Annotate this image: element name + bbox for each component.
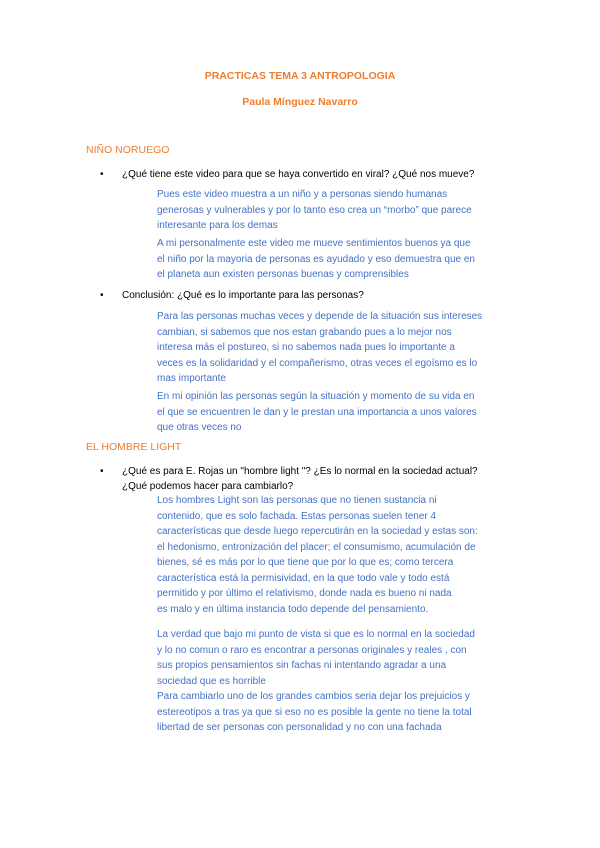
answer-paragraph: Para las personas muchas veces y depende de la situación sus intereses cambian, si sabemos que nos estan grabando pues a lo mejor nos interesa más el postureo, si no sabemos nada pues lo importante a veces es la solidaridad y el compañerismo, otras veces el egoísmo es lo mas importante: [157, 311, 483, 384]
bullet-icon: •: [100, 169, 104, 180]
answer-paragraph: Pues este video muestra a un niño y a personas siendo humanas generosas y vulnerables y por lo tanto eso crea un “morbo” que parece interesante para los demas: [157, 189, 472, 231]
answer-paragraph: A mi personalmente este video me mueve sentimientos buenos ya que el niño por la mayoria de personas es ayudado y eso demuestra que en el planeta aun existen personas buenas y comprensibles: [157, 238, 475, 280]
question-text-line-2: ¿Qué podemos hacer para cambiarlo?: [122, 481, 294, 492]
bullet-icon: •: [100, 466, 104, 477]
answer-paragraph: Los hombres Light son las personas que no tienen sustancia ni contenido, que es solo fachada. Estas personas suelen tener 4 características que desde luego repercutirán en la sociedad y estas son: el hedonismo, entronización del placer; el consumismo, acumulación de bienes, sé es más por lo que tiene que por lo que es; como tercera característica está la permisividad, en la que todo vale y todo está permitido y por último el relativismo, donde nada es bueno ni nada es malo y en última instancia todo depende del pensamiento.: [157, 495, 478, 615]
document-author: Paula Mínguez Navarro: [242, 96, 358, 108]
document-title: PRACTICAS TEMA 3 ANTROPOLOGIA: [204, 70, 396, 82]
section-heading-hombre-light: EL HOMBRE LIGHT: [86, 441, 182, 453]
answer-paragraph: En mi opinión las personas según la situación y momento de su vida en el que se encuentren le dan y le prestan una importancia a unos valores que otras veces no: [157, 391, 477, 433]
question-text-line-1: ¿Qué es para E. Rojas un "hombre light "? ¿Es lo normal en la sociedad actual?: [122, 466, 478, 477]
bullet-icon: •: [100, 290, 104, 301]
question-text: ¿Qué tiene este video para que se haya convertido en viral? ¿Qué nos mueve?: [122, 169, 475, 180]
answer-paragraph: La verdad que bajo mi punto de vista si que es lo normal en la sociedad y lo no comun o raro es encontrar a personas originales y reales , con sus propios pensamientos sin fachas ni intentando agradar a una sociedad que es horrible Para cambiarlo uno de los grandes cambios seria dejar los prejuicios y estereotipos a tras ya que si eso no es posible la gente no tiene la total libertad de ser personas con personalidad y no con una fachada: [157, 629, 475, 733]
section-heading-nino-noruego: NIÑO NORUEGO: [86, 144, 170, 156]
question-text: Conclusión: ¿Qué es lo importante para las personas?: [122, 290, 364, 301]
